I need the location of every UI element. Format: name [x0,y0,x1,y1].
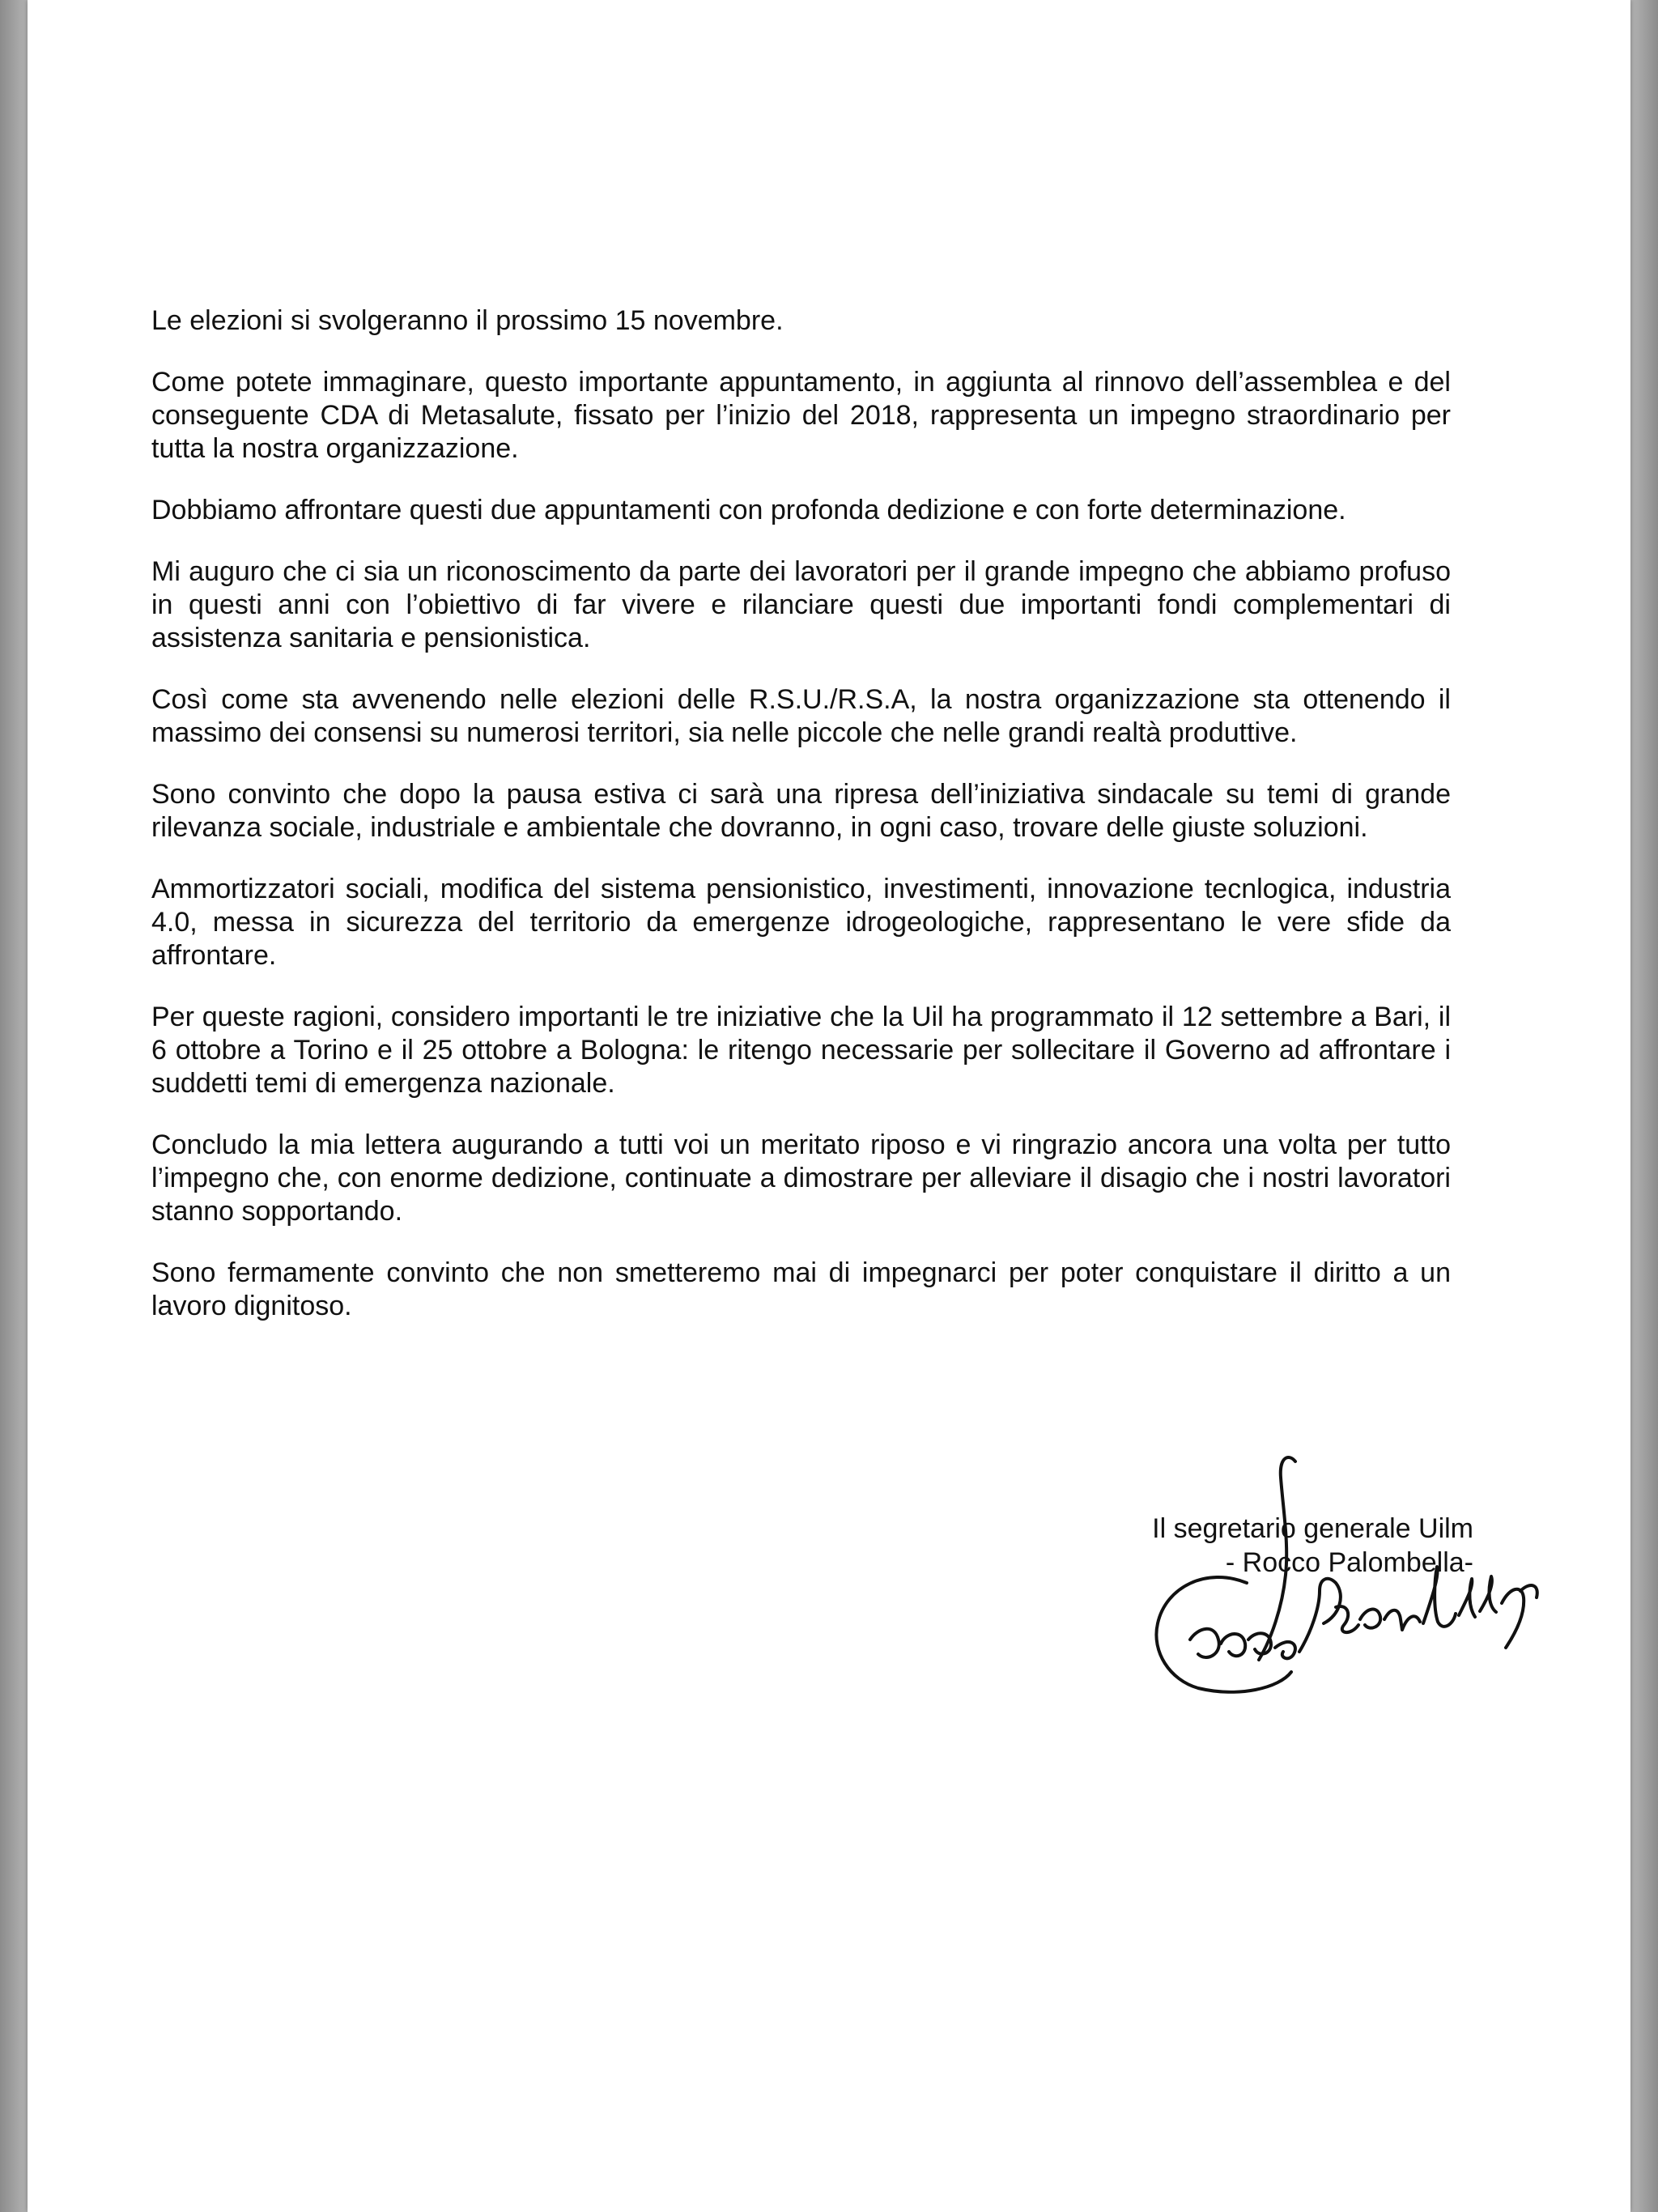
paragraph-8: Per queste ragioni, considero importanti le tre iniziative che la Uil ha programmato il 12 settembre a Bari, il 6 ottobre a Torino e il 25 ottobre a Bologna: le ritengo necessarie per sollecitare il Governo ad affrontare i suddetti temi di emergenza nazionale. [151,1002,1451,1099]
paragraph-9: Concludo la mia lettera augurando a tutti voi un meritato riposo e vi ringrazio ancora una volta per tutto l’impegno che, con enorme dedizione, continuate a dimostrare per alleviare il disagio che i nostri lavoratori stanno sopportando. [151,1129,1451,1227]
paragraph-2: Come potete immaginare, questo importante appuntamento, in aggiunta al rinnovo dell’assemblea e del conseguente CDA di Metasalute, fissato per l’inizio del 2018, rappresenta un impegno straordinario per tutta la nostra organizzazione. [151,367,1451,464]
signatory-name: - Rocco Palombella- [1225,1547,1473,1578]
paragraph-3: Dobbiamo affrontare questi due appuntamenti con profonda dedizione e con forte determinazione. [151,495,1346,525]
signatory-title: Il segretario generale Uilm [1152,1513,1473,1544]
paragraph-1: Le elezioni si svolgeranno il prossimo 15 novembre. [151,305,784,336]
letter-body [151,304,1451,1351]
paragraph-10: Sono fermamente convinto che non smetteremo mai di impegnarci per poter conquistare il diritto a un lavoro dignitoso. [151,1257,1451,1321]
paragraph-4: Mi auguro che ci sia un riconoscimento da parte dei lavoratori per il grande impegno che abbiamo profuso in questi anni con l’obiettivo di far vivere e rilanciare questi due importanti fondi complementari di assistenza sanitaria e pensionistica. [151,556,1451,653]
paragraph-7: Ammortizzatori sociali, modifica del sistema pensionistico, investimenti, innovazione tecnlogica, industria 4.0, messa in sicurezza del territorio da emergenze idrogeologiche, rappresentano le vere sfide da affrontare. [151,874,1451,971]
handwritten-signature [1077,1445,1579,1737]
paragraph-5: Così come sta avvenendo nelle elezioni delle R.S.U./R.S.A, la nostra organizzazione sta ottenendo il massimo dei consensi su numerosi territori, sia nelle piccole che nelle grandi realtà produttive. [151,684,1451,748]
paragraph-6: Sono convinto che dopo la pausa estiva ci sarà una ripresa dell’iniziativa sindacale su temi di grande rilevanza sociale, industriale e ambientale che dovranno, in ogni caso, trovare delle giuste soluzioni. [151,779,1451,843]
